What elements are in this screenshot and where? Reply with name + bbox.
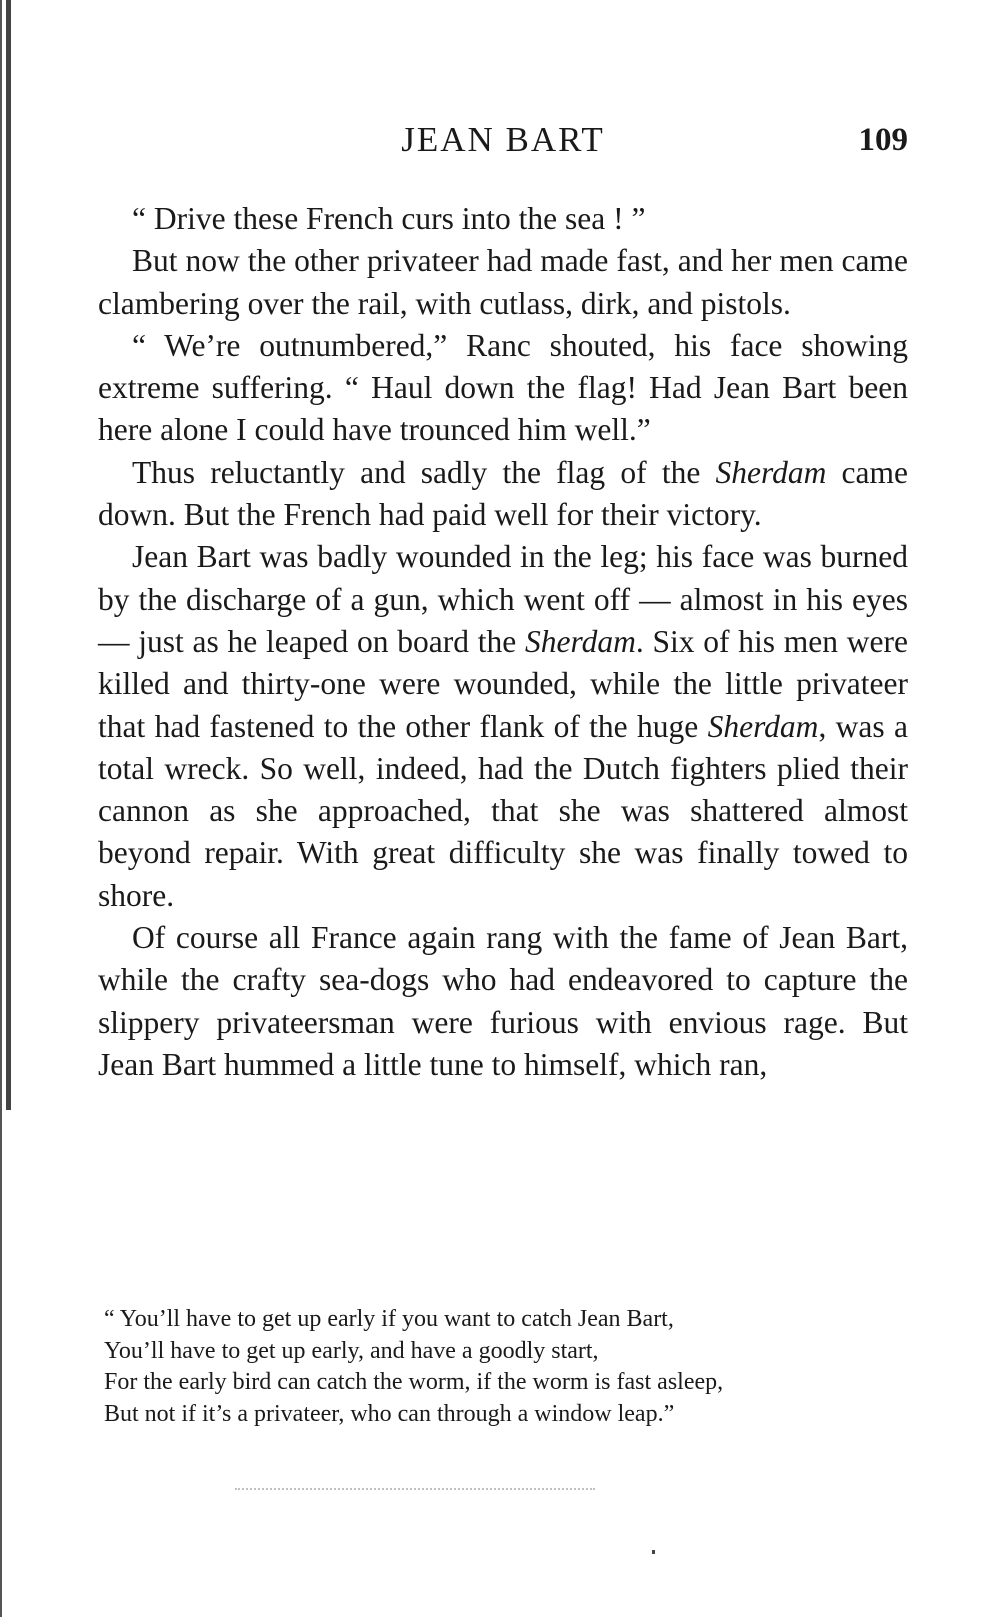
verse-quotation <box>104 1304 910 1430</box>
verse-line: “ You’ll have to get up early if you want to catch Jean Bart, <box>104 1306 674 1332</box>
verse-line: But not if it’s a privateer, who can through a window leap.” <box>104 1400 675 1427</box>
paragraph: Jean Bart was badly wounded in the leg; his face was burned by the discharge of a gun, which went off — almost in his eyes — just as he leaped on board the Sherdam. Six of his men were killed and thirty-one were wounded, while the little privateer that had fastened to the other flank of the huge Sherdam, was a total wreck. So well, indeed, had the Dutch fighters plied their cannon as she approached, that she was shattered almost beyond repair. With great difficulty she was finally towed to shore. <box>98 539 908 913</box>
ship-name: Sherdam <box>707 708 819 744</box>
page-edge <box>0 0 2 1617</box>
paragraph: But now the other privateer had made fast, and her men came clambering over the rail, with cutlass, dirk, and pistols. <box>98 243 908 321</box>
ship-name: Sherdam <box>525 623 636 659</box>
verse-line: For the early bird can catch the worm, if the worm is fast asleep, <box>104 1369 724 1395</box>
paragraph: Of course all France again rang with the fame of Jean Bart, while the crafty sea-dogs who had endeavored to capture the slippery privateersman were furious with envious rage. But Jean Bart hummed a little tune to himself, which ran, <box>98 920 908 1082</box>
print-specks <box>235 1488 595 1492</box>
binding-shadow <box>6 0 11 1110</box>
page-number: 109 <box>858 122 908 158</box>
verse-line: You’ll have to get up early, and have a goodly start, <box>104 1337 599 1364</box>
paragraph: “ We’re outnumbered,” Ranc shouted, his face showing extreme suffering. “ Haul down the flag! Had Jean Bart been here alone I could have trounced him well.” <box>98 327 908 448</box>
print-speck <box>652 1550 655 1554</box>
page-header <box>98 112 908 172</box>
ship-name: Sherdam <box>715 454 827 490</box>
paragraph: Thus reluctantly and sadly the flag of the Sherdam came down. But the French had paid well for their victory. <box>98 454 908 533</box>
body-text <box>98 198 908 1086</box>
running-head: JEAN BART <box>401 120 605 159</box>
paragraph: “ Drive these French curs into the sea ! ” <box>132 201 646 236</box>
